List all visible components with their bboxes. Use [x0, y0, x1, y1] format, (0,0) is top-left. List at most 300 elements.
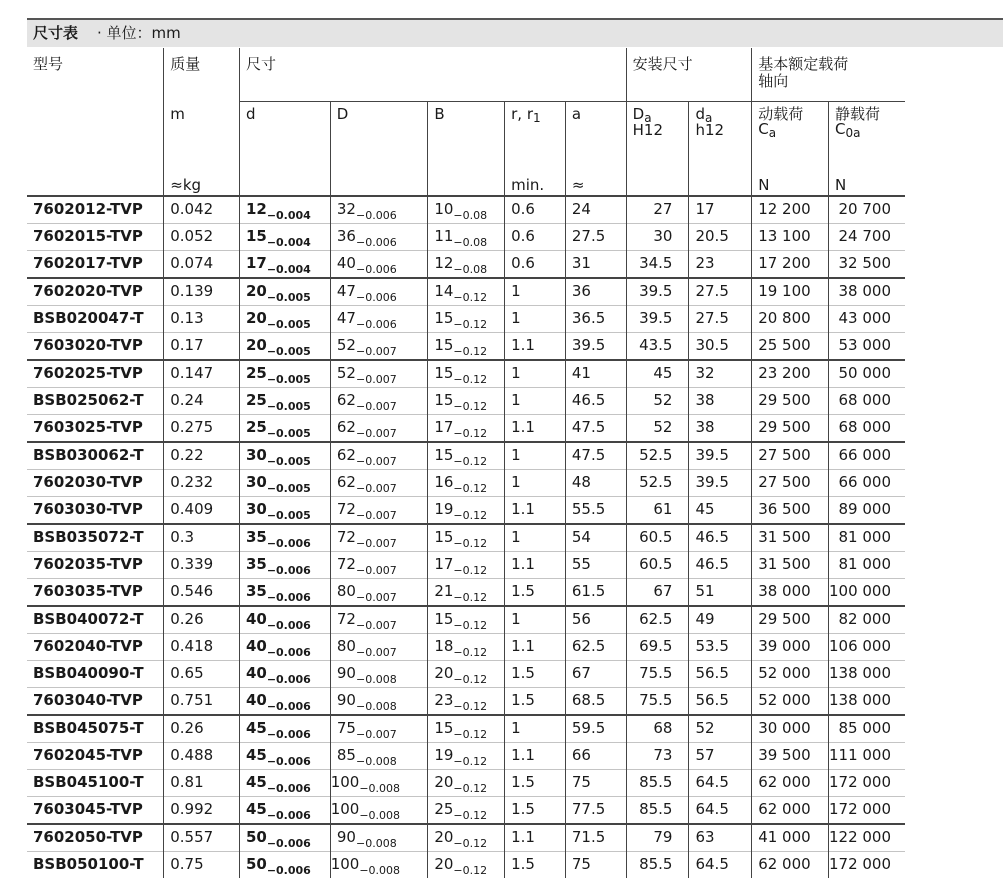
header-load-ratings: 基本额定载荷 轴向 — [752, 48, 905, 102]
cell-r: 1.1 — [505, 497, 566, 525]
cell-model: BSB045075-T — [27, 715, 164, 743]
cell-a: 59.5 — [565, 715, 626, 743]
cell-B: $19_{-0.12}$ — [428, 497, 505, 525]
cell-r: 1 — [505, 360, 566, 388]
table-row — [27, 470, 1003, 497]
table-row — [27, 278, 1003, 306]
cell-D: $90_{-0.008}$ — [330, 824, 428, 852]
cell-D: $52_{-0.007}$ — [330, 333, 428, 361]
cell-r: 1.1 — [505, 824, 566, 852]
cell-Ca: 30 000 — [752, 715, 829, 743]
cell-d: $20_{-0.005}$ — [239, 306, 330, 333]
cell-d: $25_{-0.005}$ — [239, 415, 330, 443]
cell-Da: 85.5 — [626, 852, 689, 878]
cell-Da: 34.5 — [626, 251, 689, 279]
cell-d: $45_{-0.006}$ — [239, 743, 330, 770]
cell-D: $62_{-0.007}$ — [330, 442, 428, 470]
cell-model: BSB040090-T — [27, 661, 164, 688]
table-row — [27, 852, 1003, 878]
dimension-table — [27, 48, 1003, 878]
cell-Ca: 62 000 — [752, 852, 829, 878]
cell-r: 1 — [505, 470, 566, 497]
table-row — [27, 360, 1003, 388]
cell-da: 27.5 — [689, 306, 752, 333]
cell-C0a: 38 000 — [828, 278, 905, 306]
cell-da: 64.5 — [689, 797, 752, 825]
cell-da: 45 — [689, 497, 752, 525]
cell-C0a: 172 000 — [828, 770, 905, 797]
cell-D: $32_{-0.006}$ — [330, 196, 428, 224]
cell-Da: 85.5 — [626, 770, 689, 797]
cell-r: 1 — [505, 306, 566, 333]
header-row-1 — [27, 48, 1003, 102]
cell-Da: 52 — [626, 388, 689, 415]
cell-B: $16_{-0.12}$ — [428, 470, 505, 497]
cell-mass: 0.75 — [164, 852, 240, 878]
cell-mass: 0.751 — [164, 688, 240, 716]
cell-r: 1.5 — [505, 852, 566, 878]
cell-C0a: 111 000 — [828, 743, 905, 770]
header-r-unit: min. — [505, 175, 566, 196]
cell-r: 1.1 — [505, 415, 566, 443]
table-row — [27, 388, 1003, 415]
cell-D: $72_{-0.007}$ — [330, 606, 428, 634]
header-Da: $D_a$ H12 — [626, 102, 689, 176]
cell-D: $90_{-0.008}$ — [330, 661, 428, 688]
cell-a: 55 — [565, 552, 626, 579]
header-axial: 轴向 — [758, 72, 788, 90]
table-row — [27, 715, 1003, 743]
cell-D: $100_{-0.008}$ — [330, 852, 428, 878]
table-row — [27, 634, 1003, 661]
cell-mass: 0.26 — [164, 715, 240, 743]
cell-C0a: 68 000 — [828, 415, 905, 443]
table-unit-note: · 单位：mm — [97, 20, 181, 47]
cell-B: $17_{-0.12}$ — [428, 415, 505, 443]
cell-model: 7602045-TVP — [27, 743, 164, 770]
cell-mass: 0.147 — [164, 360, 240, 388]
cell-da: 64.5 — [689, 852, 752, 878]
cell-a: 75 — [565, 770, 626, 797]
cell-D: $80_{-0.007}$ — [330, 634, 428, 661]
table-row — [27, 579, 1003, 607]
cell-Ca: 39 500 — [752, 743, 829, 770]
cell-mass: 0.17 — [164, 333, 240, 361]
cell-C0a: 106 000 — [828, 634, 905, 661]
cell-da: 46.5 — [689, 524, 752, 552]
cell-D: $62_{-0.007}$ — [330, 388, 428, 415]
cell-d: $20_{-0.005}$ — [239, 278, 330, 306]
cell-r: 1.1 — [505, 634, 566, 661]
cell-da: 51 — [689, 579, 752, 607]
cell-D: $80_{-0.007}$ — [330, 579, 428, 607]
cell-r: 1.5 — [505, 770, 566, 797]
cell-C0a: 66 000 — [828, 442, 905, 470]
cell-B: $19_{-0.12}$ — [428, 743, 505, 770]
cell-r: 1 — [505, 388, 566, 415]
cell-Ca: 23 200 — [752, 360, 829, 388]
cell-Da: 60.5 — [626, 524, 689, 552]
cell-da: 52 — [689, 715, 752, 743]
cell-Da: 85.5 — [626, 797, 689, 825]
cell-Ca: 36 500 — [752, 497, 829, 525]
header-a: a — [565, 102, 626, 176]
cell-Ca: 25 500 — [752, 333, 829, 361]
cell-da: 38 — [689, 388, 752, 415]
header-static-load: 静载荷 $C_{0a}$ — [828, 102, 905, 176]
cell-B: $20_{-0.12}$ — [428, 661, 505, 688]
cell-a: 39.5 — [565, 333, 626, 361]
cell-r: 1 — [505, 524, 566, 552]
cell-Ca: 41 000 — [752, 824, 829, 852]
cell-C0a: 81 000 — [828, 552, 905, 579]
table-row — [27, 661, 1003, 688]
cell-d: $45_{-0.006}$ — [239, 715, 330, 743]
cell-B: $11_{-0.08}$ — [428, 224, 505, 251]
cell-d: $50_{-0.006}$ — [239, 852, 330, 878]
cell-r: 1 — [505, 442, 566, 470]
cell-d: $35_{-0.006}$ — [239, 524, 330, 552]
cell-Ca: 29 500 — [752, 606, 829, 634]
cell-D: $52_{-0.007}$ — [330, 360, 428, 388]
cell-d: $17_{-0.004}$ — [239, 251, 330, 279]
cell-d: $12_{-0.004}$ — [239, 196, 330, 224]
cell-Ca: 52 000 — [752, 661, 829, 688]
cell-a: 54 — [565, 524, 626, 552]
cell-d: $40_{-0.006}$ — [239, 688, 330, 716]
cell-B: $20_{-0.12}$ — [428, 824, 505, 852]
cell-Ca: 29 500 — [752, 415, 829, 443]
header-model: 型号 — [27, 48, 164, 102]
header-d: d — [239, 102, 330, 176]
cell-d: $45_{-0.006}$ — [239, 770, 330, 797]
cell-da: 49 — [689, 606, 752, 634]
cell-Ca: 27 500 — [752, 470, 829, 497]
cell-Da: 27 — [626, 196, 689, 224]
cell-a: 71.5 — [565, 824, 626, 852]
cell-model: 7603030-TVP — [27, 497, 164, 525]
cell-C0a: 172 000 — [828, 797, 905, 825]
cell-Da: 69.5 — [626, 634, 689, 661]
cell-a: 47.5 — [565, 415, 626, 443]
cell-B: $25_{-0.12}$ — [428, 797, 505, 825]
table-row — [27, 797, 1003, 825]
cell-r: 1.1 — [505, 743, 566, 770]
cell-D: $75_{-0.007}$ — [330, 715, 428, 743]
cell-d: $25_{-0.005}$ — [239, 360, 330, 388]
cell-B: $10_{-0.08}$ — [428, 196, 505, 224]
cell-D: $72_{-0.007}$ — [330, 552, 428, 579]
cell-model: BSB045100-T — [27, 770, 164, 797]
cell-d: $15_{-0.004}$ — [239, 224, 330, 251]
cell-D: $100_{-0.008}$ — [330, 770, 428, 797]
cell-Ca: 17 200 — [752, 251, 829, 279]
cell-model: 7602025-TVP — [27, 360, 164, 388]
cell-Da: 75.5 — [626, 688, 689, 716]
cell-mass: 0.992 — [164, 797, 240, 825]
cell-d: $30_{-0.005}$ — [239, 442, 330, 470]
cell-C0a: 66 000 — [828, 470, 905, 497]
table-row — [27, 552, 1003, 579]
cell-model: 7603020-TVP — [27, 333, 164, 361]
cell-a: 75 — [565, 852, 626, 878]
cell-model: 7603025-TVP — [27, 415, 164, 443]
cell-d: $40_{-0.006}$ — [239, 661, 330, 688]
cell-B: $15_{-0.12}$ — [428, 333, 505, 361]
cell-B: $15_{-0.12}$ — [428, 306, 505, 333]
cell-C0a: 43 000 — [828, 306, 905, 333]
cell-model: 7602015-TVP — [27, 224, 164, 251]
cell-C0a: 32 500 — [828, 251, 905, 279]
cell-C0a: 68 000 — [828, 388, 905, 415]
table-row — [27, 224, 1003, 251]
table-row — [27, 606, 1003, 634]
header-a-unit: ≈ — [565, 175, 626, 196]
cell-mass: 0.81 — [164, 770, 240, 797]
cell-Da: 43.5 — [626, 333, 689, 361]
cell-Ca: 12 200 — [752, 196, 829, 224]
header-B: B — [428, 102, 505, 176]
cell-B: $14_{-0.12}$ — [428, 278, 505, 306]
cell-a: 56 — [565, 606, 626, 634]
cell-Ca: 39 000 — [752, 634, 829, 661]
cell-a: 48 — [565, 470, 626, 497]
header-da: $d_a$ h12 — [689, 102, 752, 176]
table-row — [27, 442, 1003, 470]
table-row — [27, 306, 1003, 333]
cell-a: 67 — [565, 661, 626, 688]
cell-mass: 0.3 — [164, 524, 240, 552]
cell-mass: 0.13 — [164, 306, 240, 333]
cell-D: $36_{-0.006}$ — [330, 224, 428, 251]
cell-r: 1 — [505, 278, 566, 306]
cell-Ca: 62 000 — [752, 770, 829, 797]
cell-C0a: 85 000 — [828, 715, 905, 743]
cell-B: $15_{-0.12}$ — [428, 524, 505, 552]
cell-D: $85_{-0.008}$ — [330, 743, 428, 770]
cell-mass: 0.052 — [164, 224, 240, 251]
cell-Da: 39.5 — [626, 306, 689, 333]
cell-mass: 0.339 — [164, 552, 240, 579]
cell-da: 63 — [689, 824, 752, 852]
cell-r: 1 — [505, 715, 566, 743]
cell-B: $23_{-0.12}$ — [428, 688, 505, 716]
cell-da: 56.5 — [689, 661, 752, 688]
cell-mass: 0.65 — [164, 661, 240, 688]
cell-Ca: 19 100 — [752, 278, 829, 306]
cell-a: 46.5 — [565, 388, 626, 415]
table-row — [27, 497, 1003, 525]
cell-r: 1.5 — [505, 797, 566, 825]
cell-D: $100_{-0.008}$ — [330, 797, 428, 825]
cell-r: 1 — [505, 606, 566, 634]
cell-Da: 68 — [626, 715, 689, 743]
cell-d: $40_{-0.006}$ — [239, 634, 330, 661]
table-row — [27, 196, 1003, 224]
cell-mass: 0.232 — [164, 470, 240, 497]
cell-mass: 0.074 — [164, 251, 240, 279]
cell-model: 7602012-TVP — [27, 196, 164, 224]
cell-d: $40_{-0.006}$ — [239, 606, 330, 634]
header-mass-unit: ≈kg — [164, 175, 240, 196]
cell-model: 7603040-TVP — [27, 688, 164, 716]
cell-Ca: 20 800 — [752, 306, 829, 333]
cell-mass: 0.418 — [164, 634, 240, 661]
cell-model: 7602040-TVP — [27, 634, 164, 661]
cell-C0a: 138 000 — [828, 688, 905, 716]
header-r: r, $r_1$ — [505, 102, 566, 176]
cell-Da: 79 — [626, 824, 689, 852]
cell-D: $40_{-0.006}$ — [330, 251, 428, 279]
cell-r: 1.5 — [505, 579, 566, 607]
cell-model: 7602020-TVP — [27, 278, 164, 306]
cell-mass: 0.546 — [164, 579, 240, 607]
cell-da: 30.5 — [689, 333, 752, 361]
table-row — [27, 415, 1003, 443]
header-row-3 — [27, 175, 1003, 196]
cell-da: 38 — [689, 415, 752, 443]
cell-B: $18_{-0.12}$ — [428, 634, 505, 661]
cell-Ca: 31 500 — [752, 552, 829, 579]
cell-a: 66 — [565, 743, 626, 770]
table-title: 尺寸表 — [33, 20, 78, 47]
cell-B: $15_{-0.12}$ — [428, 388, 505, 415]
cell-B: $15_{-0.12}$ — [428, 606, 505, 634]
cell-a: 68.5 — [565, 688, 626, 716]
cell-Da: 39.5 — [626, 278, 689, 306]
cell-r: 1.1 — [505, 333, 566, 361]
cell-model: 7603045-TVP — [27, 797, 164, 825]
cell-da: 53.5 — [689, 634, 752, 661]
cell-a: 61.5 — [565, 579, 626, 607]
cell-C0a: 53 000 — [828, 333, 905, 361]
cell-d: $30_{-0.005}$ — [239, 497, 330, 525]
header-row-2 — [27, 102, 1003, 176]
cell-model: BSB025062-T — [27, 388, 164, 415]
cell-da: 23 — [689, 251, 752, 279]
cell-D: $47_{-0.006}$ — [330, 278, 428, 306]
cell-da: 64.5 — [689, 770, 752, 797]
cell-a: 36 — [565, 278, 626, 306]
cell-model: 7603035-TVP — [27, 579, 164, 607]
cell-d: $50_{-0.006}$ — [239, 824, 330, 852]
cell-a: 41 — [565, 360, 626, 388]
cell-Ca: 62 000 — [752, 797, 829, 825]
cell-D: $62_{-0.007}$ — [330, 415, 428, 443]
cell-da: 39.5 — [689, 442, 752, 470]
table-row — [27, 524, 1003, 552]
cell-r: 0.6 — [505, 196, 566, 224]
cell-C0a: 50 000 — [828, 360, 905, 388]
cell-da: 57 — [689, 743, 752, 770]
cell-D: $72_{-0.007}$ — [330, 524, 428, 552]
header-D: D — [330, 102, 428, 176]
cell-d: $30_{-0.005}$ — [239, 470, 330, 497]
cell-B: $21_{-0.12}$ — [428, 579, 505, 607]
cell-Ca: 38 000 — [752, 579, 829, 607]
cell-model: 7602035-TVP — [27, 552, 164, 579]
cell-Ca: 29 500 — [752, 388, 829, 415]
cell-r: 1.1 — [505, 552, 566, 579]
cell-C0a: 100 000 — [828, 579, 905, 607]
cell-da: 32 — [689, 360, 752, 388]
cell-B: $12_{-0.08}$ — [428, 251, 505, 279]
cell-mass: 0.042 — [164, 196, 240, 224]
cell-Da: 73 — [626, 743, 689, 770]
table-title-bar — [27, 20, 1003, 47]
cell-D: $62_{-0.007}$ — [330, 470, 428, 497]
cell-mass: 0.22 — [164, 442, 240, 470]
cell-d: $20_{-0.005}$ — [239, 333, 330, 361]
cell-Da: 61 — [626, 497, 689, 525]
header-mass-symbol: m — [164, 102, 240, 176]
cell-Da: 52.5 — [626, 442, 689, 470]
header-load-unit-2: N — [828, 175, 905, 196]
cell-da: 56.5 — [689, 688, 752, 716]
cell-Da: 62.5 — [626, 606, 689, 634]
cell-d: $35_{-0.006}$ — [239, 579, 330, 607]
table-row — [27, 251, 1003, 279]
cell-r: 0.6 — [505, 251, 566, 279]
cell-a: 31 — [565, 251, 626, 279]
cell-D: $90_{-0.008}$ — [330, 688, 428, 716]
cell-model: BSB030062-T — [27, 442, 164, 470]
cell-model: 7602017-TVP — [27, 251, 164, 279]
table-body — [27, 196, 1003, 878]
cell-da: 17 — [689, 196, 752, 224]
table-row — [27, 743, 1003, 770]
header-dynamic-load: 动载荷 $C_a$ — [752, 102, 829, 176]
cell-C0a: 122 000 — [828, 824, 905, 852]
cell-Da: 30 — [626, 224, 689, 251]
cell-Da: 60.5 — [626, 552, 689, 579]
header-mass: 质量 — [164, 48, 240, 102]
cell-model: BSB020047-T — [27, 306, 164, 333]
cell-mass: 0.24 — [164, 388, 240, 415]
cell-model: 7602050-TVP — [27, 824, 164, 852]
cell-mass: 0.557 — [164, 824, 240, 852]
cell-model: 7602030-TVP — [27, 470, 164, 497]
cell-Da: 45 — [626, 360, 689, 388]
cell-D: $72_{-0.007}$ — [330, 497, 428, 525]
cell-Da: 52 — [626, 415, 689, 443]
cell-B: $15_{-0.12}$ — [428, 360, 505, 388]
cell-r: 1.5 — [505, 688, 566, 716]
cell-da: 27.5 — [689, 278, 752, 306]
cell-C0a: 24 700 — [828, 224, 905, 251]
cell-C0a: 20 700 — [828, 196, 905, 224]
cell-Da: 75.5 — [626, 661, 689, 688]
cell-Ca: 52 000 — [752, 688, 829, 716]
cell-B: $15_{-0.12}$ — [428, 442, 505, 470]
table-row — [27, 688, 1003, 716]
table-row — [27, 824, 1003, 852]
cell-C0a: 82 000 — [828, 606, 905, 634]
cell-a: 47.5 — [565, 442, 626, 470]
cell-a: 55.5 — [565, 497, 626, 525]
cell-model: BSB050100-T — [27, 852, 164, 878]
cell-a: 77.5 — [565, 797, 626, 825]
cell-d: $25_{-0.005}$ — [239, 388, 330, 415]
cell-model: BSB035072-T — [27, 524, 164, 552]
cell-C0a: 81 000 — [828, 524, 905, 552]
cell-d: $35_{-0.006}$ — [239, 552, 330, 579]
cell-C0a: 138 000 — [828, 661, 905, 688]
cell-Da: 67 — [626, 579, 689, 607]
cell-mass: 0.26 — [164, 606, 240, 634]
cell-da: 20.5 — [689, 224, 752, 251]
cell-Ca: 31 500 — [752, 524, 829, 552]
